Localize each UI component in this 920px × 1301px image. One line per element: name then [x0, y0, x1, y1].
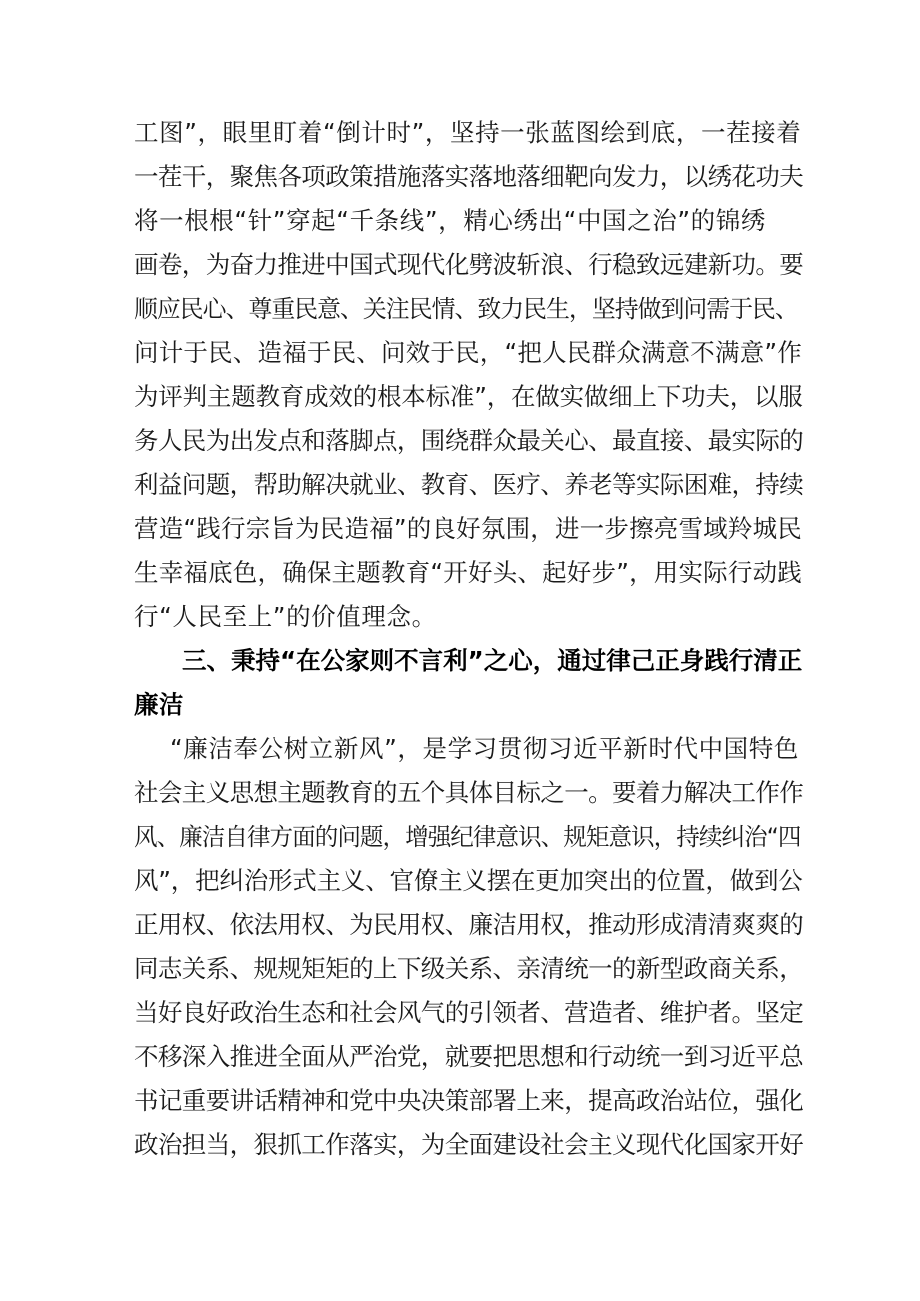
paragraph-line: 生幸福底色，确保主题教育“开好头、起好步”，用实际行动践 — [134, 558, 802, 587]
paragraph-line: 务人民为出发点和落脚点，围绕群众最关心、最直接、最实际的 — [134, 426, 804, 455]
paragraph-line: 社会主义思想主题教育的五个具体目标之一。要着力解决工作作 — [134, 778, 804, 807]
paragraph-line: 政治担当，狠抓工作落实，为全面建设社会主义现代化国家开好 — [134, 1130, 804, 1159]
paragraph-line: 为评判主题教育成效的根本标准”，在做实做细上下功夫，以服 — [134, 382, 803, 411]
paragraph-line: 顺应民心、尊重民意、关注民情、致力民生，坚持做到问需于民、 — [134, 295, 798, 323]
paragraph-line: 当好良好政治生态和社会风气的引领者、营造者、维护者。坚定 — [134, 998, 804, 1027]
paragraph-line: 利益问题，帮助解决就业、教育、医疗、养老等实际困难，持续 — [134, 470, 804, 499]
paragraph-line: 风”，把纠治形式主义、官僚主义摆在更加突出的位置，做到公 — [134, 866, 803, 895]
paragraph-line: 营造“践行宗旨为民造福”的良好氛围，进一步擦亮雪域羚城民 — [134, 514, 802, 543]
paragraph-line: 书记重要讲话精神和党中央决策部署上来，提高政治站位，强化 — [134, 1086, 804, 1115]
paragraph-line: 画卷，为奋力推进中国式现代化劈波斩浪、行稳致远建新功。要 — [134, 250, 804, 279]
paragraph-line: “廉洁奉公树立新风”，是学习贯彻习近平新时代中国特色 — [170, 734, 799, 763]
paragraph-line: 工图”，眼里盯着“倒计时”，坚持一张蓝图绘到底，一茬接着 — [134, 118, 802, 147]
paragraph-line: 不移深入推进全面从严治党，就要把思想和行动统一到习近平总 — [134, 1042, 804, 1071]
paragraph-line: 问计于民、造福于民、问效于民，“把人民群众满意不满意”作 — [134, 338, 802, 367]
paragraph-line: 将一根根“针”穿起“千条线”，精心绣出“中国之治”的锦绣 — [134, 206, 766, 235]
paragraph-line: 正用权、依法用权、为民用权、廉洁用权，推动形成清清爽爽的 — [134, 910, 804, 939]
paragraph-line: 风、廉洁自律方面的问题，增强纪律意识、规矩意识，持续纠治“四 — [134, 823, 801, 851]
paragraph-line: 同志关系、规规矩矩的上下级关系、亲清统一的新型政商关系， — [134, 954, 804, 983]
section-heading: 三、秉持“在公家则不言利”之心，通过律己正身践行清正 — [182, 646, 803, 675]
section-heading-cont: 廉洁 — [134, 690, 184, 719]
paragraph-line: 行“人民至上”的价值理念。 — [134, 602, 437, 631]
paragraph-line: 一茬干，聚焦各项政策措施落实落地落细靶向发力，以绣花功夫 — [134, 162, 804, 191]
